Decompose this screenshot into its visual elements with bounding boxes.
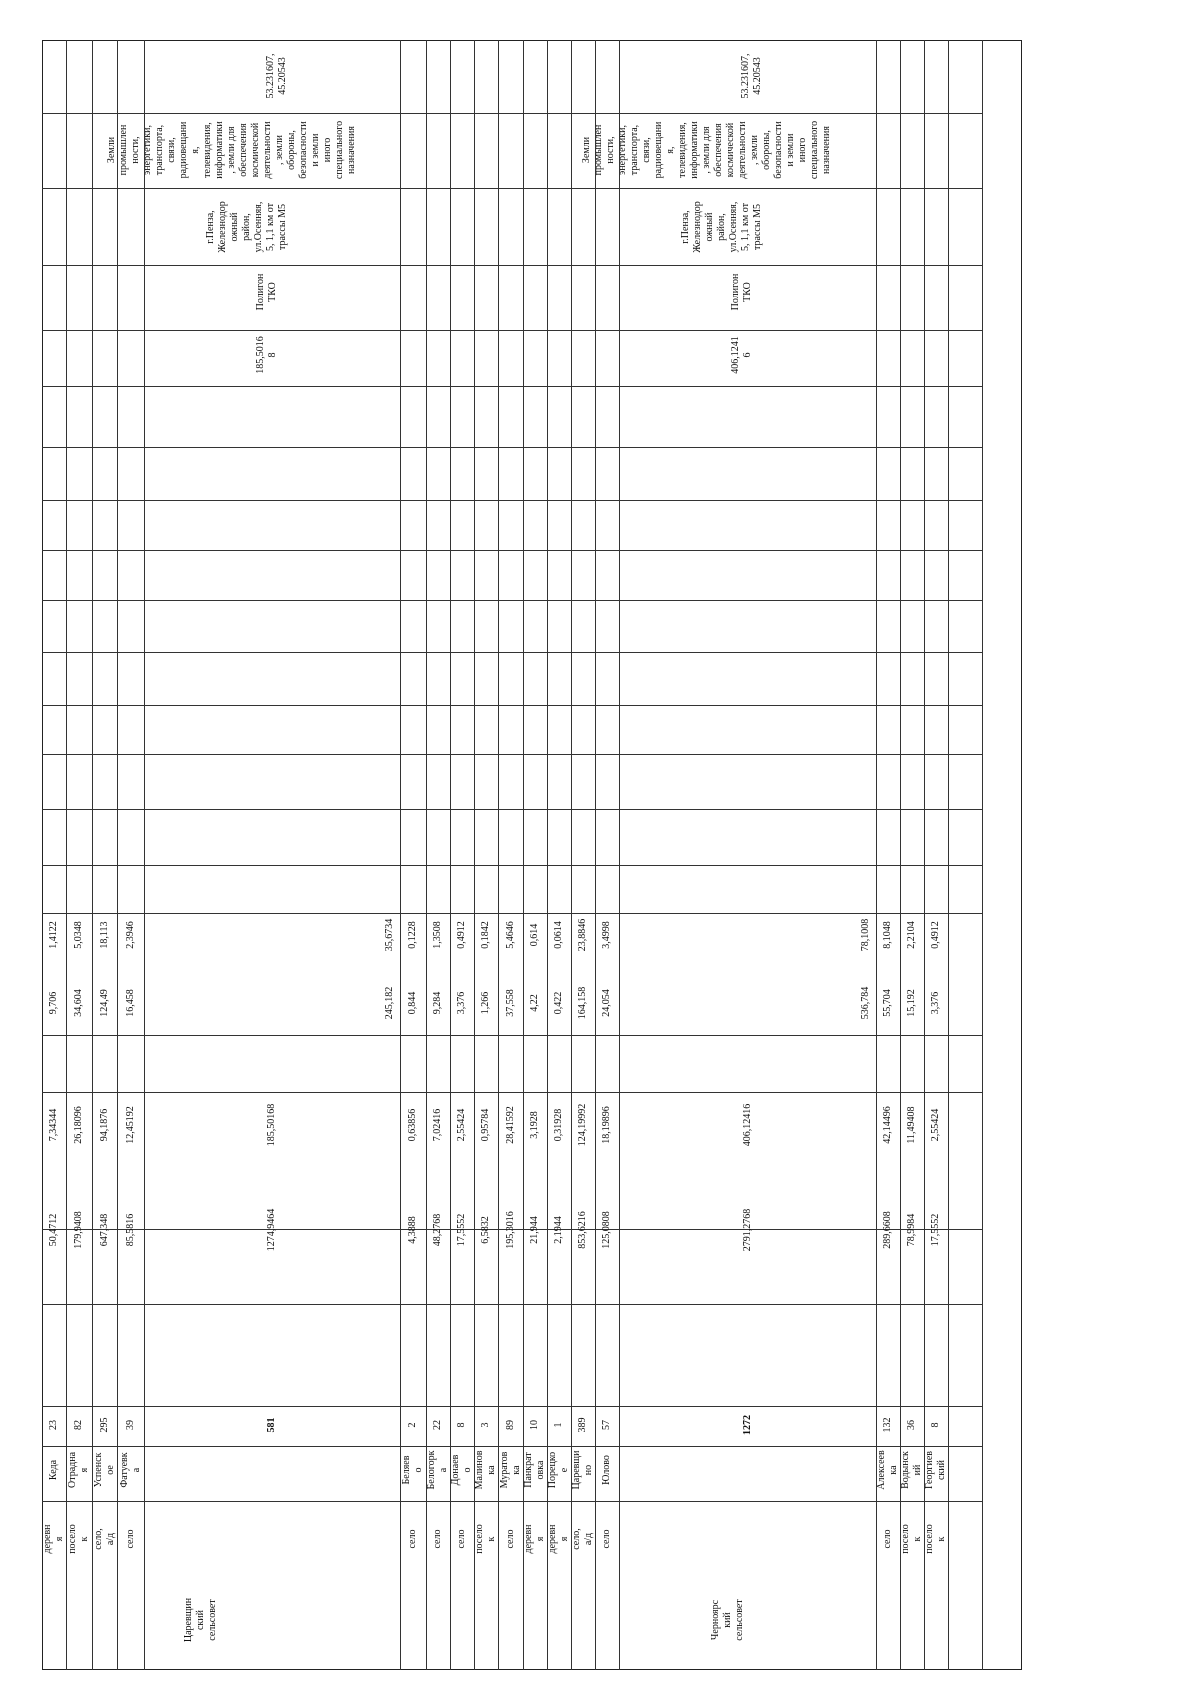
cell-value-d: 55,704: [882, 989, 893, 1017]
cell-settlement-type: поселo к: [900, 1524, 923, 1554]
cell-value-d: 34,604: [73, 989, 84, 1017]
cell-settlement-name: Белогорк а: [426, 1450, 449, 1490]
block-coordinates: 53.231607, 45.20543: [740, 53, 763, 99]
cell-settlement-type: село: [124, 1529, 136, 1549]
cell-value-e: 2,2104: [906, 921, 917, 949]
cell-population: 581: [266, 1417, 277, 1433]
cell-settlement-type: поселo к: [474, 1524, 497, 1554]
cell-population: 132: [882, 1417, 893, 1433]
row-divider: [66, 40, 67, 1670]
column-divider: [42, 705, 982, 706]
row-divider: [924, 40, 925, 1670]
cell-value-b: 18,19896: [601, 1106, 612, 1144]
column-divider: [42, 913, 982, 914]
cell-value-d: 37,558: [504, 989, 516, 1017]
council-name: Царевщин ский сельсовет: [183, 1597, 218, 1643]
cell-settlement-type: поселo к: [924, 1524, 947, 1554]
cell-value-d: 9,284: [432, 991, 443, 1015]
block-land-category: Земли промышлен ности, энергетики, транспорта, связи, радиовещани я, телевидения, информатики , земли для обеспечения космической деятельности , земли обороны, безопасности и земли иного специального назначения: [581, 120, 832, 180]
row-divider: [92, 40, 93, 1670]
column-divider: [42, 1304, 982, 1305]
cell-population: 1272: [741, 1415, 753, 1435]
cell-population: 39: [124, 1420, 136, 1430]
cell-population: 89: [504, 1420, 516, 1430]
cell-value-total: 17,5552: [456, 1213, 467, 1247]
cell-value-e: 0,614: [529, 923, 540, 947]
row-divider: [547, 40, 548, 1670]
cell-settlement-type: село: [504, 1529, 516, 1549]
row-divider: [426, 40, 427, 1670]
cell-value-d: 164,158: [577, 986, 588, 1020]
cell-value-d: 245,182: [384, 986, 395, 1020]
column-divider: [42, 600, 982, 601]
cell-value-total: 17,5552: [930, 1213, 941, 1247]
cell-value-total: 2,1944: [553, 1216, 564, 1244]
cell-value-total: 2791,2768: [741, 1208, 753, 1252]
cell-value-d: 4,22: [529, 994, 540, 1012]
cell-settlement-name: Малинов ка: [474, 1450, 497, 1490]
cell-settlement-type: село: [432, 1529, 443, 1549]
cell-settlement-name: Фатуевк а: [118, 1452, 142, 1488]
column-divider: [42, 265, 982, 266]
cell-value-b: 26,18096: [73, 1106, 84, 1144]
row-divider: [982, 40, 983, 1670]
cell-value-total: 1274,9464: [266, 1208, 277, 1252]
cell-value-b: 2,55424: [456, 1108, 467, 1142]
cell-value-d: 3,376: [930, 991, 941, 1015]
cell-value-total: 179,9408: [73, 1211, 84, 1249]
block-land-category: Земли промышлен ности, энергетики, транспорта, связи, радиовещани я, телевидения, информатики , земли для обеспечения космической деятельности , земли обороны, безопасности и земли иного специального назначения: [106, 120, 357, 180]
cell-population: 2: [407, 1422, 418, 1428]
cell-settlement-type: село: [407, 1529, 418, 1549]
cell-value-b: 0,31928: [553, 1108, 564, 1142]
row-divider: [523, 40, 524, 1670]
cell-settlement-type: село: [882, 1529, 893, 1549]
block-address: г.Пенза, Железнодор ожный район, ул.Осенняя, 5, 1,1 км от трассы М5: [680, 201, 763, 253]
cell-value-d: 16,458: [124, 989, 136, 1017]
cell-value-total: 48,2768: [432, 1213, 443, 1247]
column-divider: [42, 500, 982, 501]
column-divider: [42, 188, 982, 189]
column-divider: [42, 113, 982, 114]
cell-value-d: 0,844: [407, 991, 418, 1015]
column-divider: [42, 1406, 982, 1407]
cell-settlement-name: Муратов ка: [498, 1451, 522, 1489]
cell-value-total: 195,3016: [504, 1211, 516, 1249]
cell-settlement-name: Успенск ое: [92, 1452, 116, 1488]
cell-settlement-name: Георгиев ский: [924, 1450, 947, 1490]
row-divider: [450, 40, 451, 1670]
cell-population: 295: [98, 1417, 110, 1433]
column-divider: [42, 386, 982, 387]
cell-population: 1: [553, 1422, 564, 1428]
cell-value-e: 5,4646: [504, 921, 516, 949]
cell-population: 82: [73, 1420, 84, 1430]
cell-settlement-name: Алексеев ка: [876, 1450, 899, 1490]
column-divider: [42, 754, 982, 755]
cell-value-e: 3,4998: [601, 921, 612, 949]
cell-value-e: 2,3946: [124, 921, 136, 949]
row-divider: [948, 40, 949, 1670]
row-divider: [474, 40, 475, 1670]
cell-settlement-name: Донаев о: [450, 1454, 473, 1486]
column-divider: [42, 809, 982, 810]
cell-population: 57: [601, 1420, 612, 1430]
row-divider: [117, 40, 118, 1670]
column-divider: [42, 1446, 982, 1447]
cell-population: 389: [577, 1417, 588, 1433]
cell-value-total: 21,944: [529, 1216, 540, 1244]
cell-population: 3: [480, 1422, 491, 1428]
row-divider: [595, 40, 596, 1670]
cell-value-b: 406,12416: [741, 1103, 753, 1147]
cell-settlement-name: Водынск ий: [900, 1451, 923, 1489]
block-object: Полигон ТКО: [730, 273, 753, 311]
cell-settlement-type: поселo к: [67, 1524, 90, 1554]
cell-settlement-type: деревн я: [42, 1524, 65, 1554]
column-divider: [42, 1035, 982, 1036]
cell-value-e: 1,4122: [48, 921, 59, 949]
cell-settlement-name: Юлово: [601, 1455, 612, 1485]
cell-value-e: 78,1008: [860, 918, 871, 952]
cell-value-b: 2,55424: [930, 1108, 941, 1142]
cell-value-total: 6,5832: [480, 1216, 491, 1244]
cell-settlement-type: село: [456, 1529, 467, 1549]
cell-value-b: 0,95784: [480, 1108, 491, 1142]
row-divider: [400, 40, 401, 1670]
cell-value-total: 85,5816: [124, 1213, 136, 1247]
cell-value-e: 8,1048: [882, 921, 893, 949]
column-divider: [42, 652, 982, 653]
column-divider: [42, 447, 982, 448]
column-divider: [42, 1501, 982, 1502]
cell-value-e: 23,8846: [577, 918, 588, 952]
cell-settlement-type: село: [601, 1529, 612, 1549]
cell-population: 22: [432, 1420, 443, 1430]
cell-value-d: 124,49: [98, 989, 110, 1017]
cell-value-e: 18,113: [98, 921, 110, 949]
column-divider: [42, 865, 982, 866]
block-capacity: 185,5016 8: [255, 336, 278, 374]
cell-settlement-name: Отрадна я: [67, 1451, 90, 1489]
cell-settlement-name: Беляев о: [401, 1455, 424, 1485]
cell-value-b: 124,19992: [577, 1103, 588, 1147]
block-address: г.Пенза, Железнодор ожный район, ул.Осенняя, 5, 1,1 км от трассы М5: [205, 201, 288, 253]
cell-population: 8: [456, 1422, 467, 1428]
cell-value-e: 0,1842: [480, 921, 491, 949]
cell-population: 10: [529, 1420, 540, 1430]
cell-population: 36: [906, 1420, 917, 1430]
row-divider: [619, 40, 620, 1670]
cell-settlement-type: деревн я: [547, 1524, 570, 1554]
cell-value-b: 11,49408: [906, 1106, 917, 1144]
cell-value-e: 0,1228: [407, 921, 418, 949]
cell-value-total: 4,3888: [407, 1216, 418, 1244]
rotated-table: [42, 40, 1022, 1670]
cell-value-d: 3,376: [456, 991, 467, 1015]
cell-settlement-type: деревн я: [523, 1524, 546, 1554]
cell-settlement-type: село, а/д: [571, 1528, 594, 1550]
column-divider: [42, 550, 982, 551]
cell-value-b: 42,14496: [882, 1106, 893, 1144]
cell-value-d: 15,192: [906, 989, 917, 1017]
cell-value-e: 35,6734: [384, 918, 395, 952]
cell-value-d: 0,422: [553, 991, 564, 1015]
cell-value-b: 185,50168: [266, 1103, 277, 1147]
cell-value-total: 853,6216: [577, 1211, 588, 1249]
cell-settlement-name: Порецко е: [547, 1451, 570, 1489]
cell-value-total: 50,4712: [48, 1213, 59, 1247]
cell-settlement-name: Царевщи но: [571, 1450, 594, 1490]
cell-value-d: 9,706: [48, 991, 59, 1015]
cell-value-b: 7,02416: [432, 1108, 443, 1142]
cell-value-e: 1,3508: [432, 921, 443, 949]
row-divider: [900, 40, 901, 1670]
cell-value-total: 647,348: [98, 1213, 110, 1247]
row-divider: [571, 40, 572, 1670]
cell-population: 23: [48, 1420, 59, 1430]
cell-value-e: 0,4912: [930, 921, 941, 949]
block-object: Полигон ТКО: [255, 273, 278, 311]
row-divider: [498, 40, 499, 1670]
cell-value-e: 0,0614: [553, 921, 564, 949]
cell-value-b: 3,1928: [529, 1111, 540, 1139]
row-divider: [876, 40, 877, 1670]
cell-value-total: 289,6608: [882, 1211, 893, 1249]
cell-value-e: 5,0348: [73, 921, 84, 949]
column-divider: [42, 330, 982, 331]
cell-value-b: 28,41592: [504, 1106, 516, 1144]
cell-value-b: 12,45192: [124, 1106, 136, 1144]
cell-settlement-type: село, а/д: [92, 1528, 116, 1550]
block-capacity: 406,1241 6: [730, 336, 753, 374]
cell-value-b: 94,1876: [98, 1108, 110, 1142]
column-divider: [42, 1092, 982, 1093]
cell-value-b: 7,34344: [48, 1108, 59, 1142]
row-divider: [144, 40, 145, 1670]
cell-value-total: 78,9984: [906, 1213, 917, 1247]
cell-value-total: 125,0808: [601, 1211, 612, 1249]
cell-value-d: 536,784: [860, 986, 871, 1020]
cell-value-d: 1,266: [480, 991, 491, 1015]
cell-settlement-name: Панкрат овка: [523, 1452, 546, 1488]
cell-settlement-name: Кеда: [48, 1459, 59, 1481]
council-name: Черноярс кий сельсовет: [709, 1599, 745, 1641]
block-coordinates: 53.231607, 45.20543: [265, 53, 288, 99]
cell-value-d: 24,054: [601, 989, 612, 1017]
cell-value-e: 0,4912: [456, 921, 467, 949]
cell-population: 8: [930, 1422, 941, 1428]
cell-value-b: 0,63856: [407, 1108, 418, 1142]
